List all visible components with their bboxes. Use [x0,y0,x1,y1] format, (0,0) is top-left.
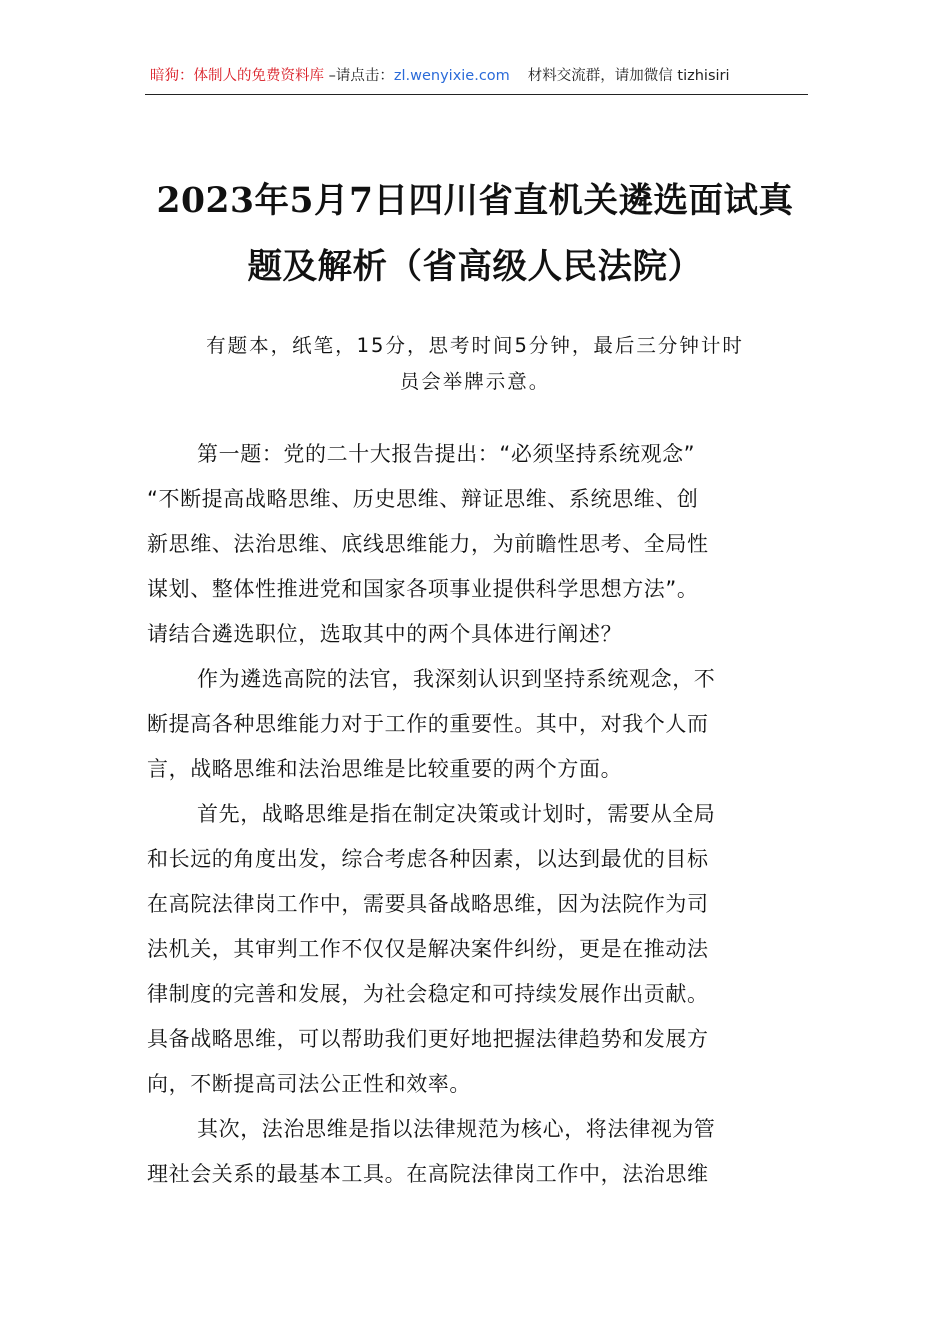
body-text-line: 理社会关系的最基本工具。在高院法律岗工作中，法治思维 [147,1162,709,1186]
body-text-line: 谋划、整体性推进党和国家各项事业提供科学思想方法”。 [147,577,699,601]
document-body [147,432,809,1197]
exam-instructions-line-2: 员会举牌示意。 [399,370,551,393]
body-text-line: 第一题：党的二十大报告提出：“必须坚持系统观念” [197,442,696,466]
body-text-line: 首先，战略思维是指在制定决策或计划时，需要从全局 [197,802,716,826]
body-text-line: 在高院法律岗工作中，需要具备战略思维，因为法院作为司 [147,892,709,916]
body-text-line: 作为遴选高院的法官，我深刻认识到坚持系统观念，不 [197,667,716,691]
body-text-line: 法机关，其审判工作不仅仅是解决案件纠纷，更是在推动法 [147,937,709,961]
body-text-line: 和长远的角度出发，综合考虑各种因素，以达到最优的目标 [147,847,709,871]
header-website-link[interactable]: zl.wenyixie.com [393,68,510,84]
exam-instructions-line-1: 有题本，纸笔，15分，思考时间5分钟，最后三分钟计时 [206,334,744,357]
body-text-line: 断提高各种思维能力对于工作的重要性。其中，对我个人而 [147,712,709,736]
header-wechat-note: 材料交流群，请加微信 tizhisiri [527,68,730,84]
body-text-line: 其次，法治思维是指以法律规范为核心，将法律视为管 [197,1117,716,1141]
body-text-line: 向，不断提高司法公正性和效率。 [147,1072,471,1096]
body-text-line: 新思维、法治思维、底线思维能力，为前瞻性思考、全局性 [147,532,709,556]
body-text-line: 言，战略思维和法治思维是比较重要的两个方面。 [147,757,623,781]
body-text-line: 请结合遴选职位，选取其中的两个具体进行阐述？ [147,622,623,646]
body-text-line: “不断提高战略思维、历史思维、辩证思维、系统思维、创 [147,487,699,511]
page-header [145,62,808,95]
document-title-line-1: 2023年5月7日四川省直机关遴选面试真 [156,181,794,221]
header-promo-text: 暗狗：体制人的免费资料库 [150,68,324,84]
document-title-line-2: 题及解析（省高级人民法院） [247,247,703,287]
body-text-line: 具备战略思维，可以帮助我们更好地把握法律趋势和发展方 [147,1027,709,1051]
body-text-line: 律制度的完善和发展，为社会稳定和可持续发展作出贡献。 [147,982,709,1006]
header-click-prompt: –请点击： [324,68,394,84]
